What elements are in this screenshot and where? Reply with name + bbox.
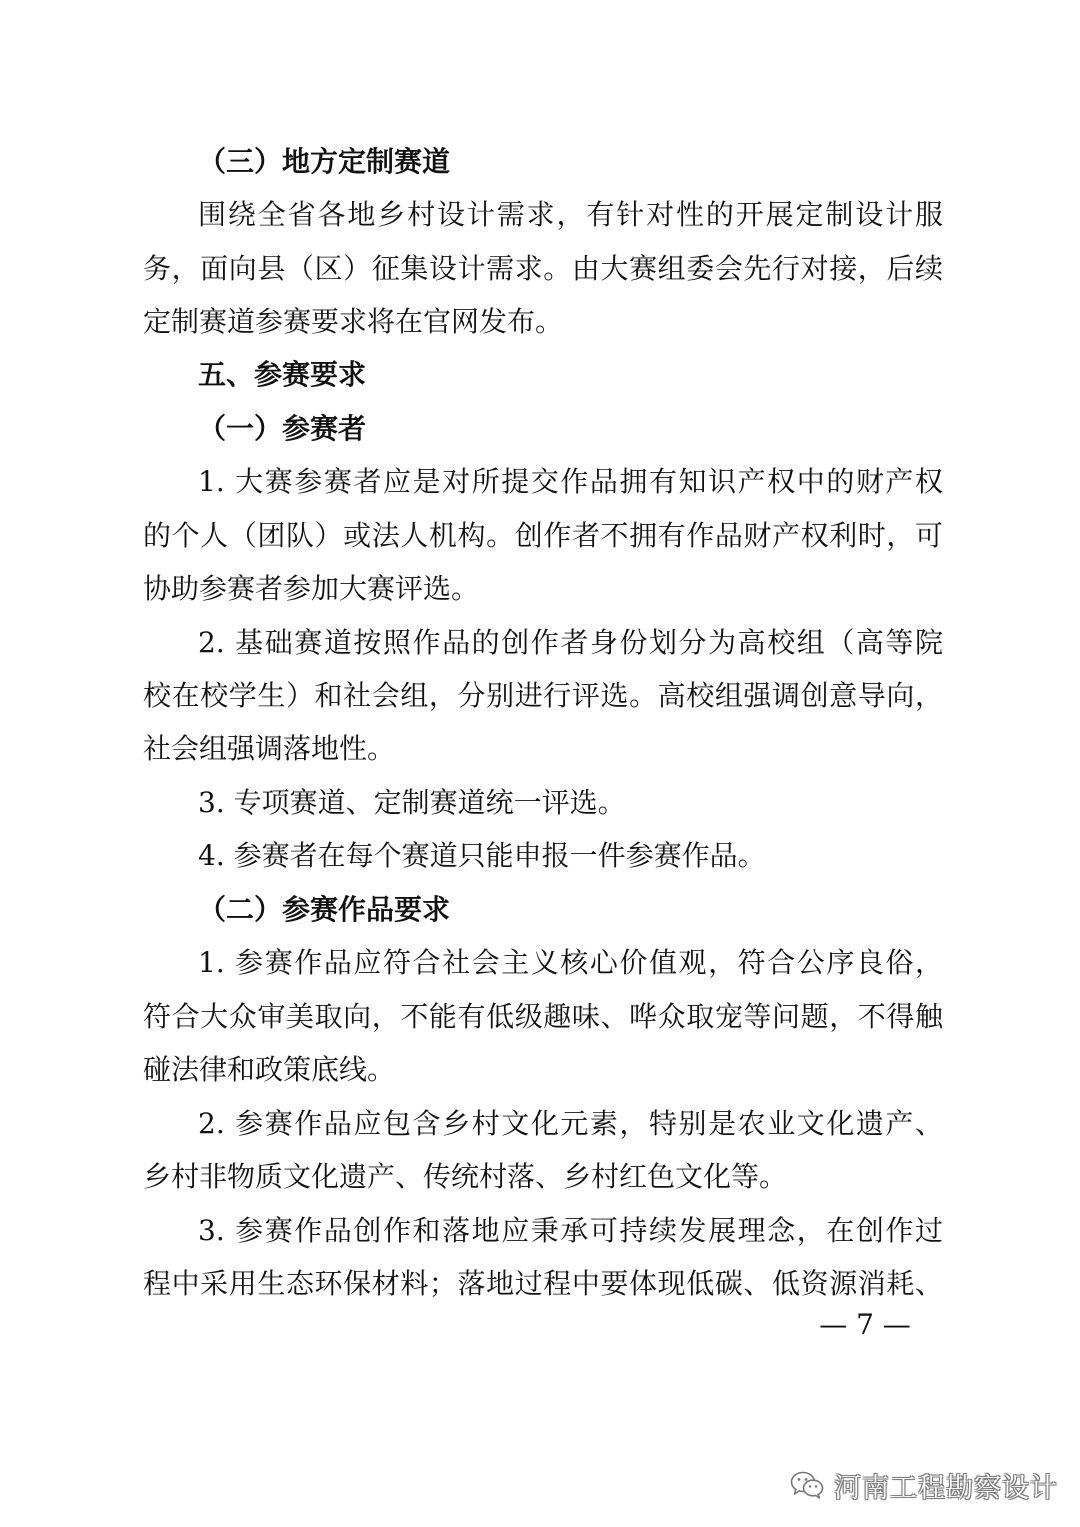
wechat-icon — [790, 1470, 824, 1500]
paragraph-line: 2. 参赛作品应包含乡村文化元素，特别是农业文化遗产、 — [198, 1107, 943, 1140]
paragraph-line: 乡村非物质文化遗产、传统村落、乡村红色文化等。 — [143, 1160, 788, 1193]
section-heading-work-requirements: （二）参赛作品要求 — [198, 893, 451, 926]
paragraph-line: 校在校学生）和社会组，分别进行评选。高校组强调创意导向， — [143, 679, 943, 712]
page-number: — 7 — — [819, 1308, 911, 1341]
paragraph-line: 3. 参赛作品创作和落地应秉承可持续发展理念，在创作过 — [198, 1214, 943, 1247]
paragraph-line: 社会组强调落地性。 — [143, 732, 396, 765]
paragraph-line: 务，面向县（区）征集设计需求。由大赛组委会先行对接，后续 — [143, 252, 943, 285]
paragraph-line: 程中采用生态环保材料；落地过程中要体现低碳、低资源消耗、 — [143, 1267, 943, 1300]
paragraph-line: 协助参赛者参加大赛评选。 — [143, 572, 480, 605]
section-heading-local-track: （三）地方定制赛道 — [198, 145, 451, 178]
paragraph-line: 碰法律和政策底线。 — [143, 1053, 396, 1086]
watermark — [790, 1465, 1058, 1505]
chapter-heading-requirements: 五、参赛要求 — [198, 358, 367, 391]
paragraph-line: 2. 基础赛道按照作品的创作者身份划分为高校组（高等院 — [198, 626, 943, 659]
paragraph-line: 定制赛道参赛要求将在官网发布。 — [143, 305, 564, 338]
paragraph-line: 围绕全省各地乡村设计需求，有针对性的开展定制设计服 — [198, 198, 943, 231]
paragraph-line: 符合大众审美取向，不能有低级趣味、哗众取宠等问题，不得触 — [143, 1000, 943, 1033]
paragraph-line: 4. 参赛者在每个赛道只能申报一件参赛作品。 — [198, 839, 766, 872]
section-heading-participants: （一）参赛者 — [198, 412, 367, 445]
paragraph-line: 1. 大赛参赛者应是对所提交作品拥有知识产权中的财产权 — [198, 465, 943, 498]
paragraph-line: 1. 参赛作品应符合社会主义核心价值观，符合公序良俗， — [198, 946, 943, 979]
paragraph-line: 的个人（团队）或法人机构。创作者不拥有作品财产权利时，可 — [143, 519, 943, 552]
paragraph-line: 3. 专项赛道、定制赛道统一评选。 — [198, 786, 626, 819]
watermark-text: 河南工程勘察设计 — [834, 1472, 1058, 1504]
